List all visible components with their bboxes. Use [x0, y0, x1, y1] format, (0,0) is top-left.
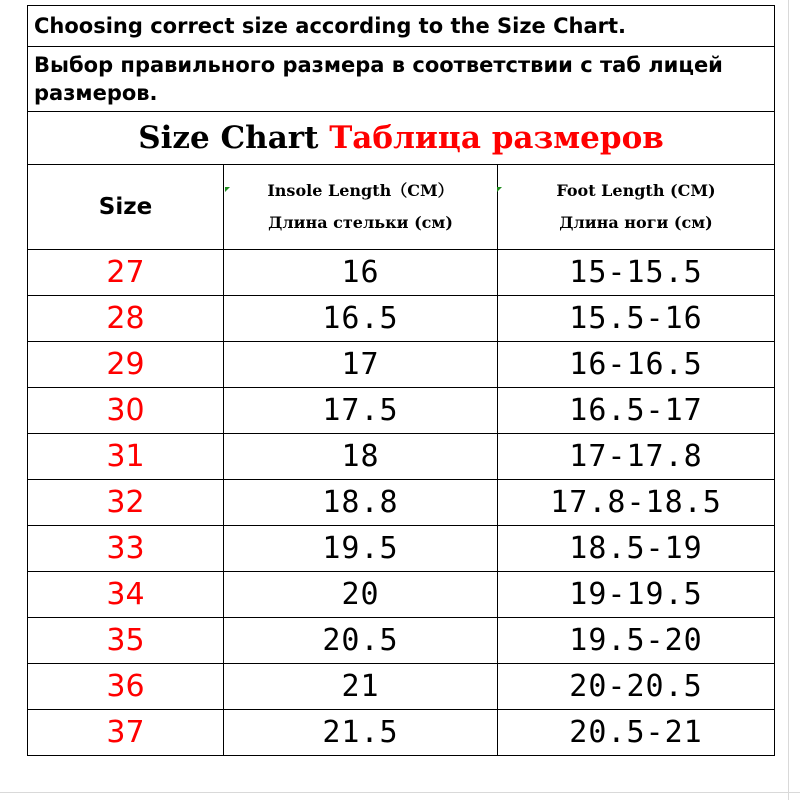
insole-cell: 16.5 [224, 296, 498, 342]
size-cell: 34 [28, 572, 224, 618]
table-row [28, 388, 775, 434]
chart-title-english: Size Chart [138, 120, 319, 156]
size-cell: 35 [28, 618, 224, 664]
foot-cell: 17.8-18.5 [498, 480, 775, 526]
note-russian: Выбор правильного размера в соответствии с таб лицей размеров. [28, 47, 775, 112]
cell-comment-marker [225, 187, 230, 192]
note-english: Choosing correct size according to the Size Chart. [28, 6, 775, 47]
table-row [28, 710, 775, 756]
size-cell: 28 [28, 296, 224, 342]
insole-cell: 17.5 [224, 388, 498, 434]
size-chart-table [27, 5, 775, 756]
insole-cell: 20 [224, 572, 498, 618]
table-row [28, 572, 775, 618]
size-cell: 30 [28, 388, 224, 434]
header-foot-length [498, 165, 775, 250]
sheet-gridline [788, 0, 789, 800]
foot-cell: 19-19.5 [498, 572, 775, 618]
table-row [28, 342, 775, 388]
insole-cell: 19.5 [224, 526, 498, 572]
insole-cell: 17 [224, 342, 498, 388]
sheet-gridline [0, 792, 800, 793]
header-size: Size [28, 165, 224, 250]
insole-cell: 16 [224, 250, 498, 296]
table-row [28, 618, 775, 664]
foot-cell: 17-17.8 [498, 434, 775, 480]
insole-cell: 18 [224, 434, 498, 480]
foot-cell: 18.5-19 [498, 526, 775, 572]
insole-cell: 20.5 [224, 618, 498, 664]
table-row [28, 434, 775, 480]
header-insole-english: Insole Length（CM） [267, 181, 454, 200]
chart-title-russian: Таблица размеров [329, 120, 664, 156]
foot-cell: 16-16.5 [498, 342, 775, 388]
foot-cell: 15.5-16 [498, 296, 775, 342]
foot-cell: 20-20.5 [498, 664, 775, 710]
table-row [28, 250, 775, 296]
table-row [28, 526, 775, 572]
cell-comment-marker [497, 187, 502, 192]
insole-cell: 21.5 [224, 710, 498, 756]
foot-cell: 16.5-17 [498, 388, 775, 434]
size-cell: 31 [28, 434, 224, 480]
header-foot-english: Foot Length (CM) [556, 181, 716, 200]
foot-cell: 20.5-21 [498, 710, 775, 756]
table-row [28, 480, 775, 526]
size-cell: 27 [28, 250, 224, 296]
size-cell: 36 [28, 664, 224, 710]
size-cell: 37 [28, 710, 224, 756]
table-row [28, 296, 775, 342]
table-row [28, 664, 775, 710]
foot-cell: 19.5-20 [498, 618, 775, 664]
foot-cell: 15-15.5 [498, 250, 775, 296]
size-cell: 32 [28, 480, 224, 526]
header-foot-russian: Длина ноги (см) [559, 213, 713, 232]
insole-cell: 18.8 [224, 480, 498, 526]
size-rows [28, 250, 775, 756]
size-cell: 33 [28, 526, 224, 572]
header-insole-russian: Длина стельки (см) [268, 213, 453, 232]
header-insole-length [224, 165, 498, 250]
chart-title [28, 112, 775, 165]
insole-cell: 21 [224, 664, 498, 710]
size-cell: 29 [28, 342, 224, 388]
